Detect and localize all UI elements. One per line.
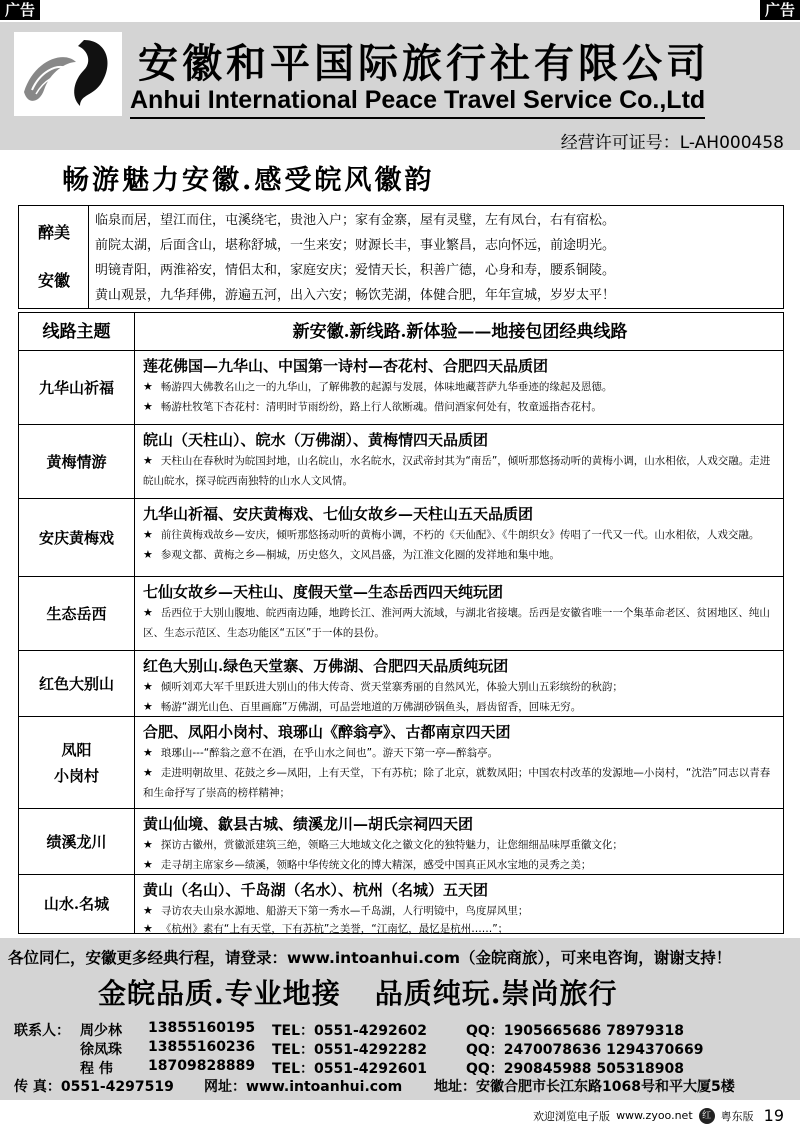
route-desc (143, 763, 777, 803)
contact-name: 程 伟 (80, 1061, 113, 1077)
route-desc-text: 畅游杜牧笔下杏花村：清明时节雨纷纷，路上行人欲断魂。借问酒家何处有，牧童遥指杏花村。 (160, 401, 602, 413)
route-desc-text: 畅游“湖光山色、百里画廊”万佛湖，可品尝地道的万佛湖砂锅鱼头，唇齿留香，回味无穷。 (160, 701, 582, 713)
route-theme: 黄梅情游 (19, 425, 135, 498)
route-row (19, 875, 783, 933)
contact-tel: TEL：0551-4292282 (272, 1042, 427, 1058)
route-desc-text: 琅琊山---“醉翁之意不在酒，在乎山水之间也”。游天下第一亭—醉翁亭。 (160, 747, 499, 759)
routes-header (19, 313, 783, 351)
route-theme: 生态岳西 (19, 577, 135, 650)
route-body (143, 581, 777, 643)
route-desc (143, 397, 777, 417)
route-theme: 山水.名城 (19, 875, 135, 933)
route-body (143, 655, 777, 717)
route-theme: 安庆黄梅戏 (19, 499, 135, 576)
star-bullet-icon: ★ (143, 858, 153, 871)
company-name-en: Anhui International Peace Travel Service Co.,Ltd (130, 86, 705, 119)
route-desc (143, 901, 777, 921)
route-row (19, 651, 783, 717)
route-title: 黄山（名山）、千岛湖（名水）、杭州（名城）五天团 (143, 881, 489, 899)
route-theme: 绩溪龙川 (19, 809, 135, 874)
star-bullet-icon: ★ (143, 746, 153, 759)
intro-label (19, 206, 89, 308)
contact-name: 徐凤珠 (80, 1042, 122, 1058)
license-number: 经营许可证号：L-AH000458 (560, 133, 784, 153)
route-desc (143, 525, 777, 545)
route-title: 七仙女故乡—天柱山、度假天堂—生态岳西四天纯玩团 (143, 583, 504, 601)
fax: 传 真：0551-4297519 (14, 1079, 174, 1095)
intro-lines (95, 208, 615, 308)
ad-tag-right: 广告 (760, 0, 800, 20)
star-bullet-icon: ★ (143, 606, 153, 619)
tagline-right: 品质纯玩.崇尚旅行 (374, 977, 618, 1010)
route-desc-text: 走寻胡主席家乡—绩溪，领略中华传统文化的博大精深，感受中国真正风水宝地的灵秀之美； (160, 859, 592, 871)
route-theme: 九华山祈福 (19, 351, 135, 424)
intro-line: 临泉而居，望江而住，屯溪绕宅，贵池入户；家有金寨，屋有灵璧，左有凤台，右有宿松。 (95, 213, 616, 228)
intro-box (18, 205, 784, 309)
contact-label: 联系人： (14, 1023, 70, 1039)
publisher-badge-icon: 红 (699, 1108, 715, 1124)
footer-banner (0, 938, 800, 1100)
route-desc-text: 《杭州》素有“上有天堂，下有苏杭”之美誉，“江南忆，最忆是杭州……”； (160, 923, 509, 935)
contact-qq: QQ：2470078636 1294370669 (466, 1042, 704, 1058)
page-number: 19 (763, 1106, 784, 1125)
star-bullet-icon: ★ (143, 380, 153, 393)
route-title: 莲花佛国—九华山、中国第一诗村—杏花村、合肥四天品质团 (143, 357, 549, 375)
star-bullet-icon: ★ (143, 680, 153, 693)
route-theme (19, 717, 135, 808)
route-desc-text: 天柱山在春秋时为皖国封地，山名皖山，水名皖水，汉武帝封其为“南岳”，倾听那悠扬动听的黄梅小调，山水相依，人戏交融。走进皖山皖水，探寻皖西南独特的山水人文风情。 (143, 455, 771, 487)
tagline-left: 金皖品质.专业地接 (98, 977, 341, 1010)
route-body (143, 503, 777, 565)
route-desc-text: 畅游四大佛教名山之一的九华山，了解佛教的起源与发展，体味地藏菩萨九华垂迹的缘起及恩德。 (160, 381, 613, 393)
route-desc (143, 743, 777, 763)
route-desc-text: 前往黄梅戏故乡—安庆，倾听那悠扬动听的黄梅小调，不朽的《天仙配》、《牛朗织女》传唱了一代又一代。山水相依，人戏交融。 (160, 529, 760, 541)
intro-line: 前院太湖，后面含山，堪称舒城，一生来安；财源长丰，事业繁昌，志向怀远，前途明光。 (95, 238, 616, 253)
route-title: 黄山仙境、歙县古城、绩溪龙川—胡氏宗祠四天团 (143, 815, 474, 833)
route-body (143, 813, 777, 875)
route-row (19, 351, 783, 425)
contact-qq: QQ：1905665686 78979318 (466, 1023, 685, 1039)
route-theme: 红色大别山 (19, 651, 135, 716)
slogan: 畅游魅力安徽.感受皖风徽韵 (62, 165, 435, 196)
intro-label-top: 醉美 (37, 223, 70, 242)
company-logo (14, 32, 122, 116)
route-row (19, 425, 783, 499)
routes-table (18, 312, 784, 934)
header-banner (0, 22, 800, 153)
ad-tag-left: 广告 (0, 0, 40, 20)
website[interactable]: 网址：www.intoanhui.com (204, 1079, 403, 1095)
edition: 粤东版 (720, 1109, 754, 1123)
contact-tel: TEL：0551-4292602 (272, 1023, 427, 1039)
route-desc (143, 545, 777, 565)
route-desc (143, 855, 777, 875)
star-bullet-icon: ★ (143, 904, 153, 917)
contact-mobile: 18709828889 (148, 1058, 256, 1074)
site-link[interactable]: www.zyoo.net (616, 1109, 693, 1122)
contact-qq: QQ：290845988 505318908 (466, 1061, 685, 1077)
intro-line: 明镜青阳，两淮裕安，情侣太和，家庭安庆；爱情天长，积善广德，心身和寿，腰系铜陵。 (95, 263, 616, 278)
route-desc (143, 919, 777, 939)
routes-header-title: 新安徽.新线路.新体验——地接包团经典线路 (292, 322, 628, 342)
star-bullet-icon: ★ (143, 922, 153, 935)
route-title: 红色大别山.绿色天堂寨、万佛湖、合肥四天品质纯玩团 (143, 657, 509, 675)
route-title: 九华山祈福、安庆黄梅戏、七仙女故乡—天柱山五天品质团 (143, 505, 534, 523)
route-body (143, 429, 777, 491)
route-desc-text: 走进明朝故里、花鼓之乡—凤阳，上有天堂，下有苏杭；除了北京，就数凤阳；中国农村改革的发源地—小岗村，“沈浩”同志以青春和生命抒写了崇高的榜样精神； (143, 767, 771, 799)
route-theme-line: 小岗村 (53, 766, 99, 785)
route-desc (143, 677, 777, 697)
route-title: 合肥、凤阳小岗村、琅琊山《醉翁亭》、古都南京四天团 (143, 723, 511, 741)
route-body (143, 355, 777, 417)
route-desc-text: 探访古徽州，赏徽派建筑三绝，领略三大地域文化之徽文化的独特魅力，让您细细品味厚重徽文化； (160, 839, 623, 851)
route-body (143, 879, 777, 939)
contact-name: 周少林 (80, 1023, 122, 1039)
route-desc-text: 倾听刘邓大军千里跃进大别山的伟大传奇、赏天堂寨秀丽的自然风光，体验大别山五彩缤纷的秋韵； (160, 681, 623, 693)
page-footer (533, 1106, 784, 1125)
star-bullet-icon: ★ (143, 454, 153, 467)
star-bullet-icon: ★ (143, 838, 153, 851)
star-bullet-icon: ★ (143, 528, 153, 541)
star-bullet-icon: ★ (143, 400, 153, 413)
route-desc (143, 377, 777, 397)
route-desc (143, 451, 777, 491)
route-desc (143, 603, 777, 643)
star-bullet-icon: ★ (143, 766, 153, 779)
route-desc (143, 697, 777, 717)
footer-tagline (98, 972, 618, 1012)
route-row (19, 717, 783, 809)
visit-notice: 各位同仁，安徽更多经典行程，请登录：www.intoanhui.com（金皖商旅），可来电咨询，谢谢支持！ (8, 949, 732, 967)
welcome-text: 欢迎浏览电子版 (533, 1109, 611, 1123)
star-bullet-icon: ★ (143, 700, 153, 713)
contact-tel: TEL：0551-4292601 (272, 1061, 427, 1077)
route-desc-text: 岳西位于大别山腹地、皖西南边陲，地跨长江、淮河两大流域，与湖北省接壤。岳西是安徽省唯一一个集革命老区、贫困地区、纯山区、生态示范区、生态功能区“五区”于一体的县份。 (143, 607, 770, 639)
route-row (19, 809, 783, 875)
contact-mobile: 13855160236 (148, 1039, 256, 1055)
route-body (143, 721, 777, 803)
company-name-cn: 安徽和平国际旅行社有限公司 (138, 40, 710, 87)
contact-mobile: 13855160195 (148, 1020, 256, 1036)
routes-header-theme: 线路主题 (19, 313, 135, 351)
route-desc (143, 835, 777, 855)
intro-label-bottom: 安徽 (37, 271, 70, 290)
address: 地址：安徽合肥市长江东路1068号和平大厦5楼 (434, 1079, 735, 1095)
route-desc-text: 参观文都、黄梅之乡—桐城，历史悠久，文风昌盛，为江淮文化圈的发祥地和集中地。 (160, 549, 560, 561)
route-desc-text: 寻访农夫山泉水源地、船游天下第一秀水—千岛湖，人行明镜中，鸟度屏风里； (160, 905, 529, 917)
route-theme-line: 凤阳 (61, 740, 92, 759)
route-row (19, 577, 783, 651)
route-title: 皖山（天柱山）、皖水（万佛湖）、黄梅情四天品质团 (143, 431, 489, 449)
intro-line: 黄山观景，九华拜佛，游遍五河，出入六安；畅饮芜湖，体健合肥，年年宣城，岁岁太平！ (95, 288, 616, 303)
star-bullet-icon: ★ (143, 548, 153, 561)
route-row (19, 499, 783, 577)
